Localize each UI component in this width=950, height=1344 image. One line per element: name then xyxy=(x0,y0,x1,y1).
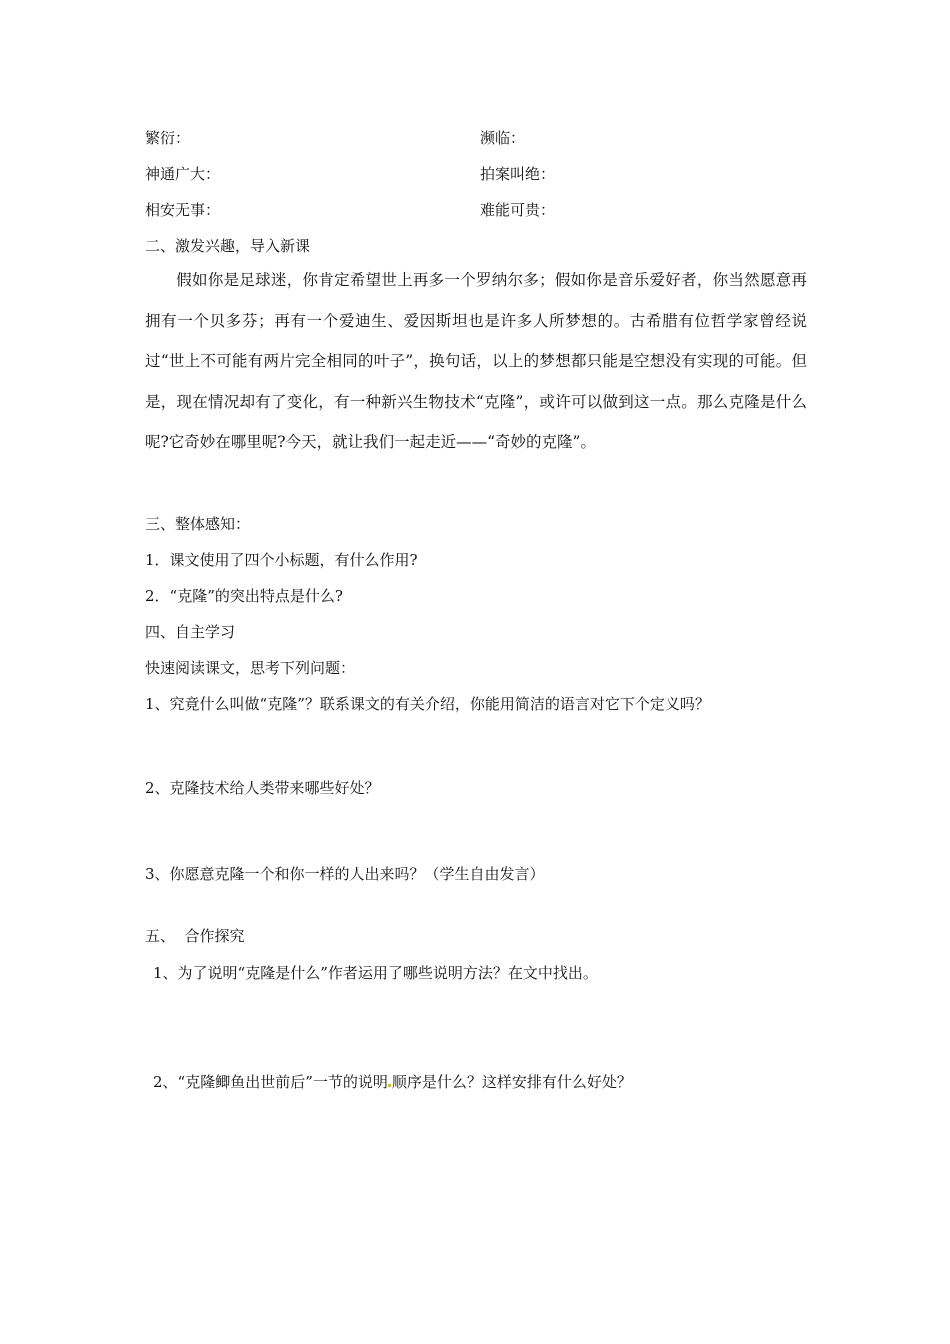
question-5-2-part2: 顺序是什么？这样安排有什么好处？ xyxy=(391,1073,632,1091)
question-3-1: 1．课文使用了四个小标题，有什么作用? xyxy=(145,551,418,569)
question-5-2 xyxy=(153,1071,632,1092)
section-heading-3: 三、整体感知： xyxy=(145,515,251,533)
vocab-term-nanneng: 难能可贵： xyxy=(480,201,556,219)
vocab-term-xiangan: 相安无事： xyxy=(145,201,221,219)
question-4-3: 3、你愿意克隆一个和你一样的人出来吗？（学生自由发言） xyxy=(145,865,545,883)
question-5-2-part1: 2、“克隆鲫鱼出世前后”一节的说明 xyxy=(153,1073,388,1091)
vocab-term-binlin: 濒临： xyxy=(480,129,526,147)
question-3-2: 2．“克隆”的突出特点是什么? xyxy=(145,587,343,605)
vocab-term-fanyan: 繁衍： xyxy=(145,129,191,147)
intro-paragraph xyxy=(145,260,807,463)
section-heading-2: 二、激发兴趣，导入新课 xyxy=(145,237,311,255)
question-4-2: 2、克隆技术给人类带来哪些好处？ xyxy=(145,779,380,797)
vocab-term-paian: 拍案叫绝： xyxy=(480,165,556,183)
section-heading-4: 四、自主学习 xyxy=(145,623,236,641)
section-4-intro: 快速阅读课文，思考下列问题： xyxy=(145,659,356,677)
question-5-1: 1、为了说明“克隆是什么”作者运用了哪些说明方法？在文中找出。 xyxy=(153,964,598,982)
section-heading-5: 五、 合作探究 xyxy=(145,927,245,945)
yellow-mark xyxy=(388,1084,391,1087)
vocab-term-shentong: 神通广大： xyxy=(145,165,221,183)
intro-paragraph-text: 假如你是足球迷，你肯定希望世上再多一个罗纳尔多；假如你是音乐爱好者，你当然愿意再拥有一个贝多芬；再有一个爱迪生、爱因斯坦也是许多人所梦想的。古希腊有位哲学家曾经说过“世上不可能有两片完全相同的叶子”，换句话，以上的梦想都只能是空想没有实现的可能。但是，现在情况却有了变化，有一种新兴生物技术“克隆”，或许可以做到这一点。那么克隆是什么呢?它奇妙在哪里呢?今天，就让我们一起走近——“奇妙的克隆”。 xyxy=(145,271,807,451)
question-4-1: 1、究竟什么叫做“克隆”？联系课文的有关介绍，你能用简洁的语言对它下个定义吗？ xyxy=(145,695,710,713)
